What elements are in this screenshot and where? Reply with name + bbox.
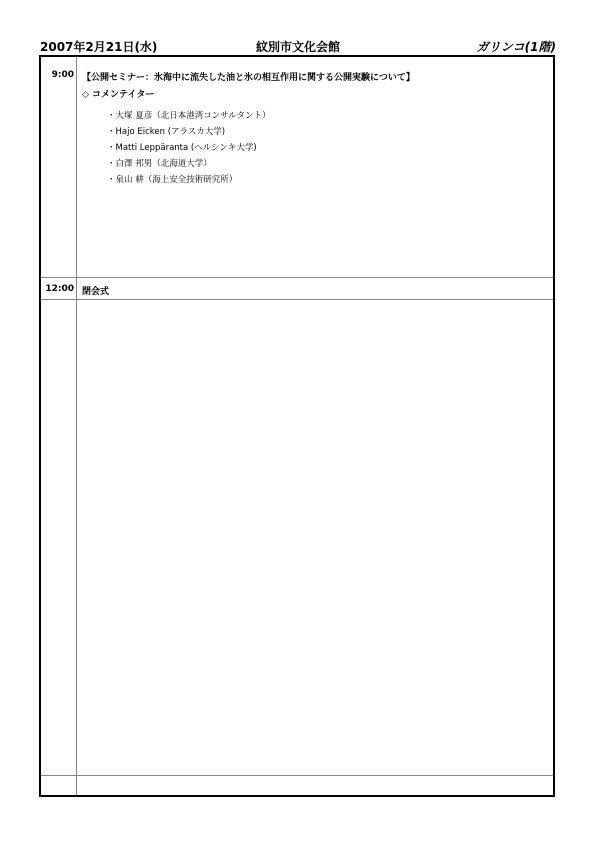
header-room: ガリンコ(1階) — [476, 40, 556, 54]
list-item: ・Hajo Eicken (アラスカ大学) — [107, 127, 226, 137]
list-item: ・白澤 邦男（北海道大学） — [107, 159, 212, 169]
time-column-divider — [76, 57, 77, 795]
session-title-closing: 閉会式 — [82, 287, 110, 297]
page-header — [40, 38, 556, 54]
schedule-table — [39, 55, 555, 797]
session-time-1200: 12:00 — [45, 284, 74, 294]
commentator-list — [107, 108, 270, 188]
commentator-heading: ◇ コメンテイター — [82, 90, 155, 100]
session-title-seminar: 【公開セミナー：氷海中に流失した油と氷の相互作用に関する公開実験について】 — [82, 73, 415, 83]
row-divider — [41, 277, 553, 278]
list-item: ・Matti Leppäranta (ヘルシンキ大学) — [107, 143, 257, 153]
row-divider — [41, 299, 553, 300]
list-item: ・大塚 夏彦（北日本港湾コンサルタント） — [107, 111, 271, 121]
row-divider — [41, 775, 553, 776]
header-venue: 紋別市文化会館 — [255, 40, 340, 54]
session-time-0900: 9:00 — [51, 70, 74, 80]
list-item: ・泉山 耕（海上安全技術研究所） — [107, 175, 238, 185]
header-date: 2007年2月21日(水) — [40, 40, 158, 54]
